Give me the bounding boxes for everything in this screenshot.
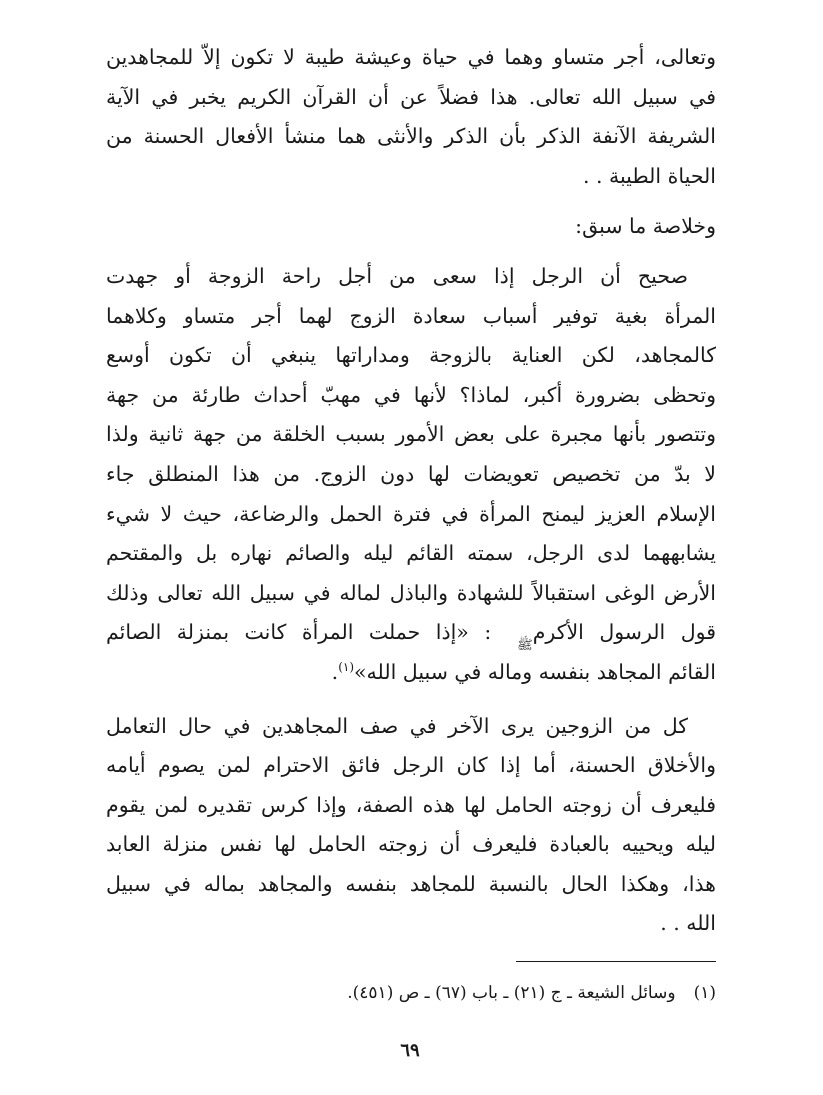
paragraph-2-line: وتحظى بضرورة أكبر، لماذا؟ لأنها في مهبّ أحداث طارئة من جهة bbox=[106, 382, 716, 407]
paragraph-2-line: الأرض الوغى استقبالاً للشهادة والباذل لماله في سبيل الله تعالى وذلك bbox=[106, 580, 716, 605]
paragraph-3-line: فليعرف أن زوجته الحامل لها هذه الصفة، وإذا كرس تقديره لمن يقوم bbox=[106, 792, 716, 817]
footnote-reference[interactable]: (١) bbox=[338, 660, 355, 675]
paragraph-3-line: ليله ويحييه بالعبادة فليعرف أن زوجته الحامل لها نفس منزلة العابد bbox=[106, 832, 716, 857]
page-body bbox=[106, 38, 716, 944]
paragraph-3-line: هذا، وهكذا الحال بالنسبة للمجاهد بنفسه والمجاهد بماله في سبيل bbox=[106, 871, 716, 896]
paragraph-1 bbox=[106, 38, 716, 196]
paragraph-3-line: والأخلاق الحسنة، أما إذا كان الرجل فائق الاحترام لمن يصوم أيامه bbox=[106, 753, 716, 778]
summary-heading-text: وخلاصة ما سبق: bbox=[575, 214, 716, 239]
quote-line-start: قول الرسول الأكرم bbox=[532, 620, 716, 645]
quote-line-end: : «إذا حملت المرأة كانت بمنزلة الصائم bbox=[106, 620, 507, 645]
footnote-number: (١) bbox=[693, 983, 716, 1003]
paragraph-2-line: المرأة بغية توفير أسباب سعادة الزوج لهما أجر متساو وكلاهما bbox=[106, 303, 716, 328]
paragraph-2-line: يشابههما لدى الرجل، سمته القائم ليله والصائم نهاره بل والمقتحم bbox=[106, 541, 716, 566]
paragraph-1-line: في سبيل الله تعالى. هذا فضلاً عن أن القرآن الكريم يخبر في الآية bbox=[106, 84, 716, 109]
paragraph-2-line: الإسلام العزيز ليمنح المرأة في فترة الحمل والرضاعة، حيث لا شيء bbox=[106, 501, 716, 526]
paragraph-3-line: الله . . bbox=[660, 911, 716, 936]
quote-last-line bbox=[106, 653, 716, 693]
paragraph-2-line: لا بدّ من تخصيص تعويضات لها دون الزوج. من هذا المنطلق جاء bbox=[106, 461, 716, 486]
page-number: ٦٩ bbox=[400, 1040, 420, 1061]
salutation-glyph: ﷺ bbox=[516, 637, 533, 653]
footnote-divider bbox=[516, 961, 716, 962]
footnote-text: وسائل الشيعة ـ ج (٢١) ـ باب (٦٧) ـ ص (٤٥١). bbox=[347, 983, 676, 1003]
paragraph-1-line: الحياة الطيبة . . bbox=[582, 163, 716, 188]
paragraph-1-line: الشريفة الآنفة الذكر بأن الذكر والأنثى هما منشأ الأفعال الحسنة من bbox=[106, 124, 716, 149]
summary-heading bbox=[106, 207, 716, 247]
footnote bbox=[300, 981, 716, 1005]
paragraph-1-line: وتعالى، أجر متساو وهما في حياة وعيشة طيبة لا تكون إلاّ للمجاهدين bbox=[106, 45, 716, 69]
quote-line bbox=[106, 613, 716, 653]
paragraph-3-line: كل من الزوجين يرى الآخر في صف المجاهدين في حال التعامل bbox=[106, 713, 688, 738]
quote-last-line-text: القائم المجاهد بنفسه وماله في سبيل الله» bbox=[354, 659, 716, 684]
paragraph-2-line: صحيح أن الرجل إذا سعى من أجل راحة الزوجة أو جهدت bbox=[106, 263, 688, 288]
paragraph-2 bbox=[106, 257, 716, 693]
quote-last-line-end: . bbox=[331, 659, 339, 684]
paragraph-2-line: وتتصور بأنها مجبرة على بعض الأمور بسبب الخلقة من جهة ثانية ولذا bbox=[106, 422, 716, 447]
paragraph-3 bbox=[106, 707, 716, 945]
paragraph-2-line: كالمجاهد، لكن العناية بالزوجة ومداراتها ينبغي أن تكون أوسع bbox=[106, 343, 716, 368]
